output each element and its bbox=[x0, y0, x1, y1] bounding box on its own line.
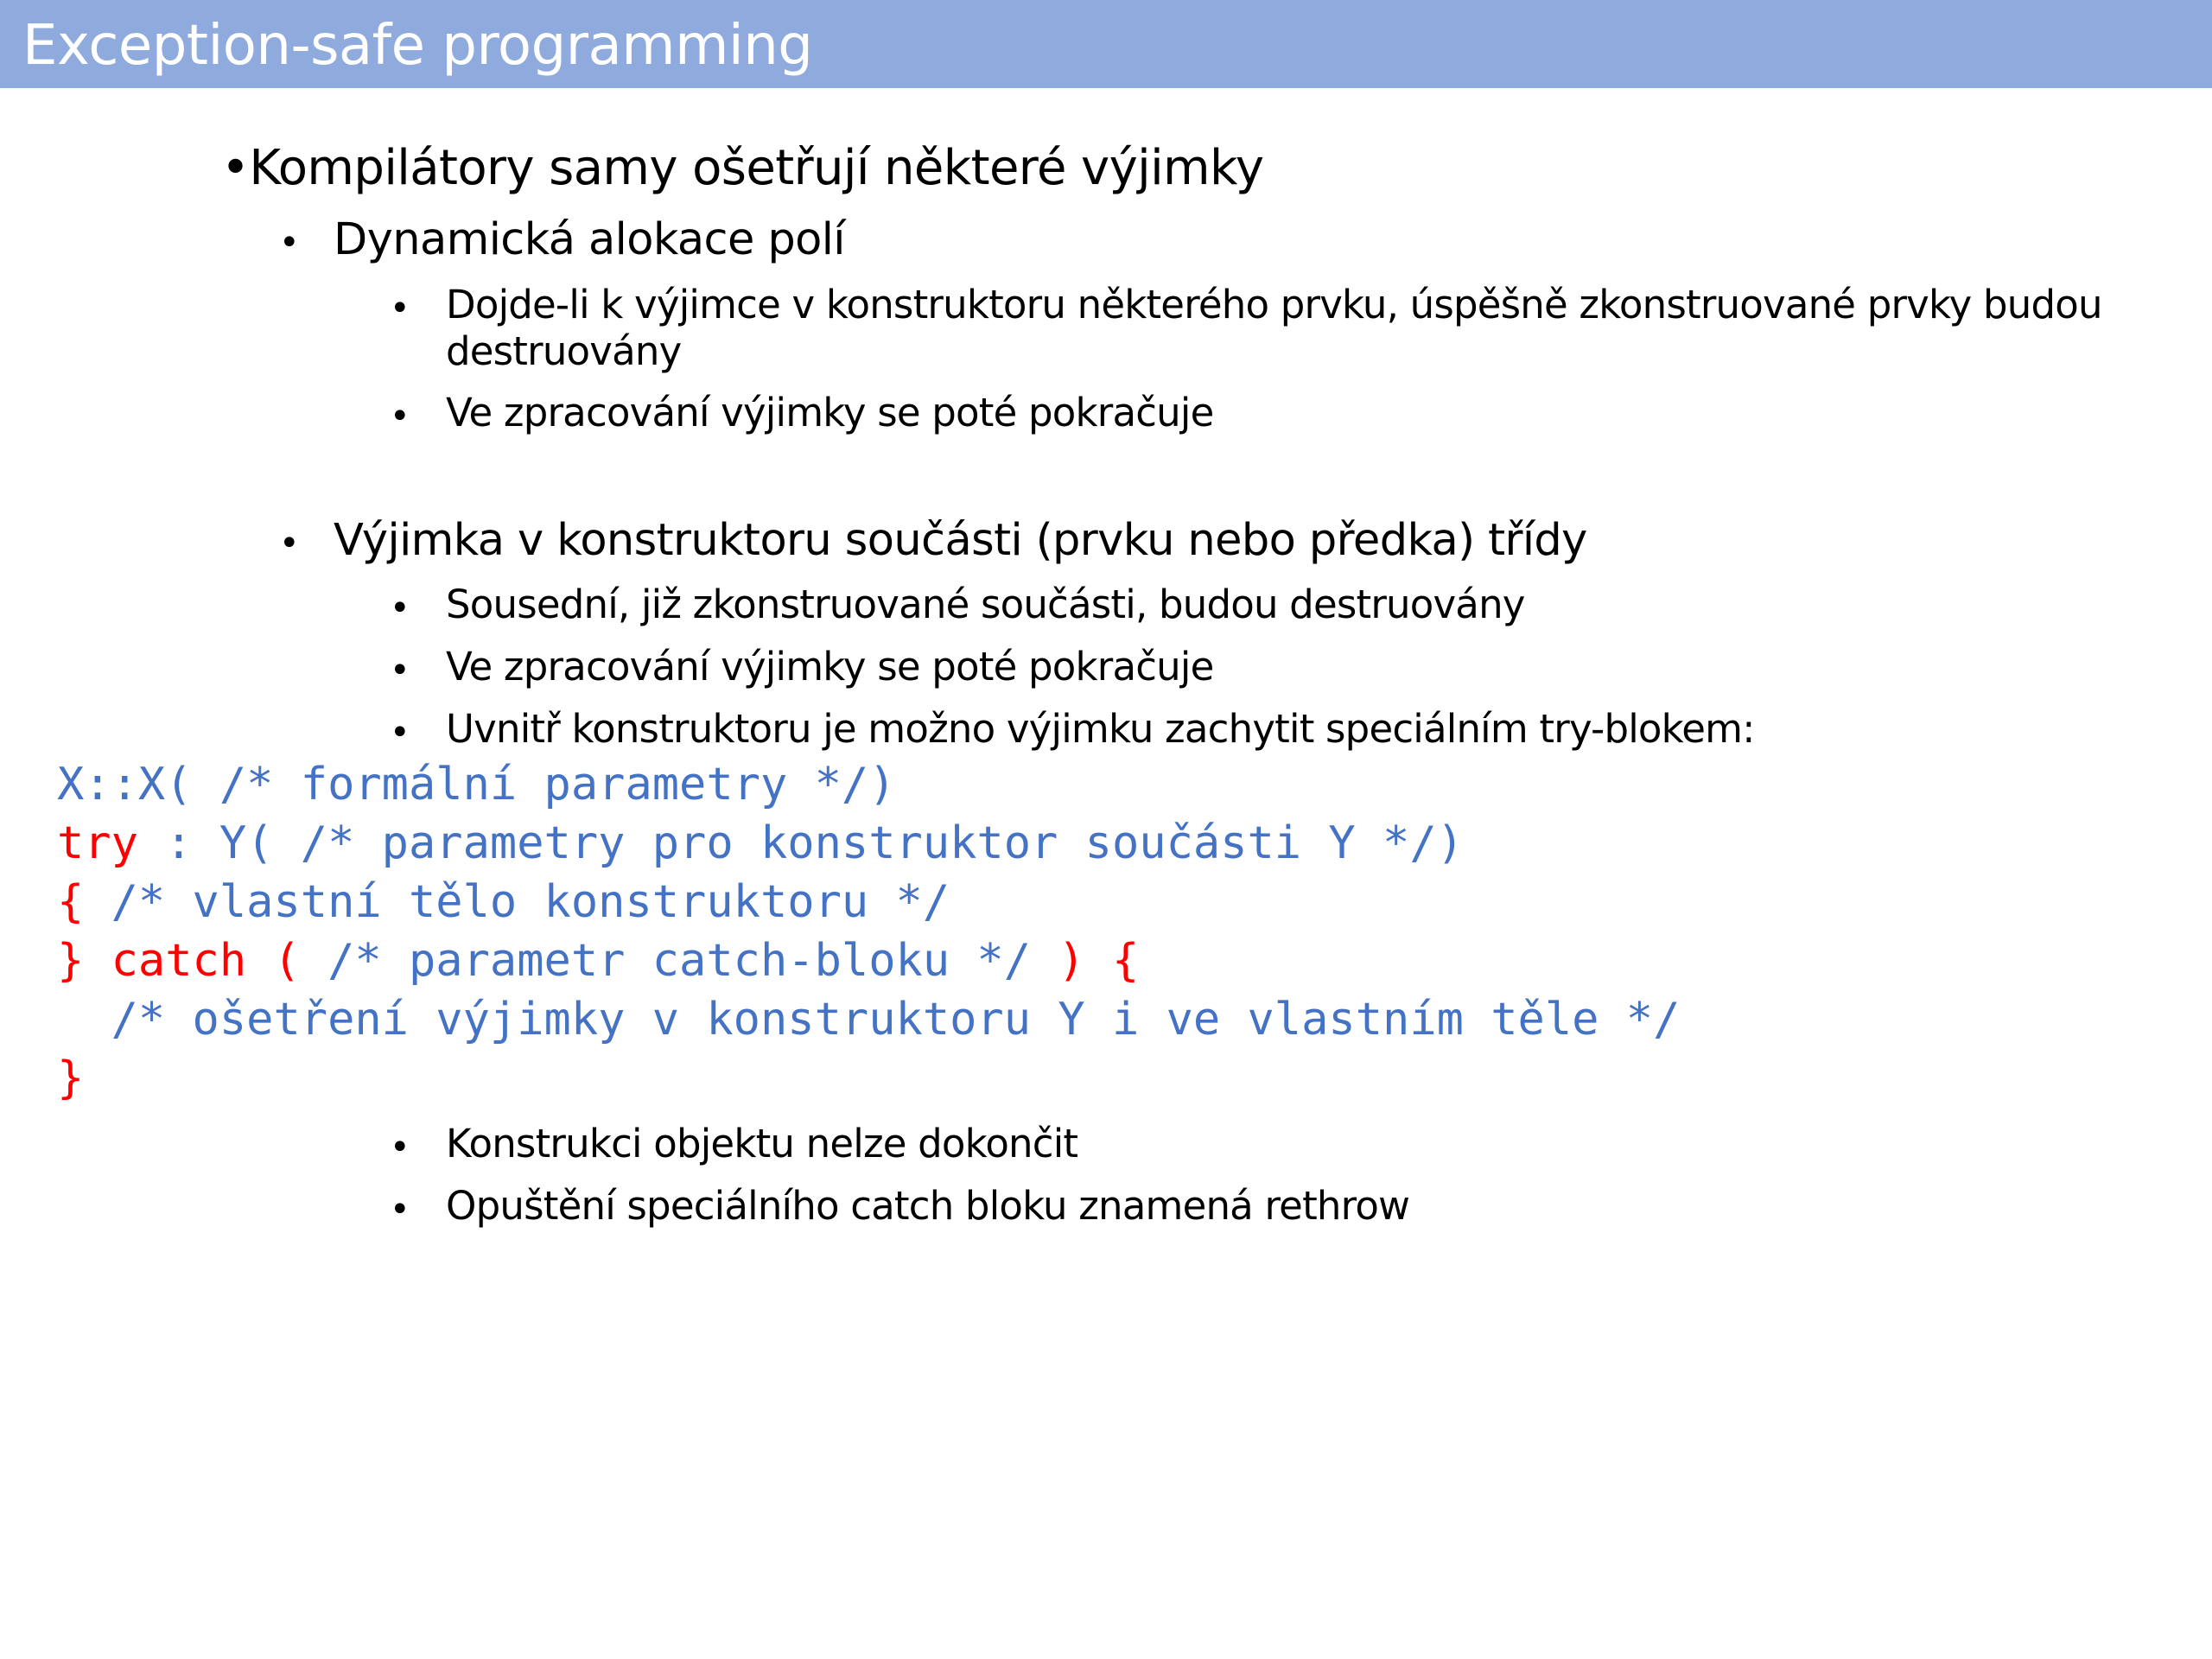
code-line-2 bbox=[57, 814, 1464, 873]
code-keyword: { bbox=[57, 876, 85, 928]
bullet-icon: • bbox=[390, 1128, 410, 1167]
bullet-icon: • bbox=[390, 1190, 410, 1230]
code-text: : Y( /* parametry pro konstruktor součásti Y */) bbox=[137, 817, 1464, 869]
after-code-item-2: Opuštění speciálního catch bloku znamená rethrow bbox=[446, 1183, 1410, 1229]
section1-item-2: Ve zpracování výjimky se poté pokračuje bbox=[446, 390, 1214, 435]
code-keyword: try bbox=[57, 817, 138, 869]
section1-label: Dynamická alokace polí bbox=[334, 214, 845, 265]
bullet-icon: • bbox=[390, 588, 410, 628]
code-keyword: } bbox=[57, 1052, 85, 1104]
section1-item-1-cont: destruovány bbox=[446, 328, 682, 374]
section2-item-2: Ve zpracování výjimky se poté pokračuje bbox=[446, 644, 1214, 690]
section2-label: Výjimka v konstruktoru součásti (prvku nebo předka) třídy bbox=[334, 515, 1587, 566]
code-text: /* ošetření výjimky v konstruktoru Y i ve vlastním těle */ bbox=[57, 994, 1681, 1046]
bullet-icon: • bbox=[390, 713, 410, 753]
code-text: /* parametr catch-bloku */ bbox=[300, 935, 1058, 987]
code-line-3 bbox=[57, 873, 950, 931]
code-text: /* vlastní tělo konstruktoru */ bbox=[84, 876, 950, 928]
code-line-1 bbox=[57, 755, 896, 814]
title-bar bbox=[0, 0, 2212, 88]
section1-item-1: Dojde-li k výjimce v konstruktoru některého prvku, úspěšně zkonstruované prvky budou bbox=[446, 282, 2102, 327]
bullet-icon: • bbox=[279, 223, 300, 263]
bullet-icon: • bbox=[390, 651, 410, 690]
bullet-icon: • bbox=[279, 524, 300, 563]
section2-item-3: Uvnitř konstruktoru je možno výjimku zachytit speciálním try-blokem: bbox=[446, 706, 1755, 752]
bullet-icon: • bbox=[390, 289, 410, 328]
section2-item-1: Sousední, již zkonstruované součásti, budou destruovány bbox=[446, 582, 1525, 627]
code-line-6 bbox=[57, 1049, 84, 1108]
code-keyword: } catch ( bbox=[57, 935, 301, 987]
code-keyword: ) { bbox=[1058, 935, 1140, 987]
after-code-item-1: Konstrukci objektu nelze dokončit bbox=[446, 1121, 1078, 1166]
bullet-icon: • bbox=[390, 397, 410, 436]
code-line-4 bbox=[57, 931, 1139, 990]
code-line-5 bbox=[57, 990, 1680, 1049]
main-heading: •Kompilátory samy ošetřují některé výjimky bbox=[221, 140, 1264, 196]
slide-title: Exception-safe programming bbox=[22, 14, 813, 78]
code-text: X::X( /* formální parametry */) bbox=[57, 759, 896, 810]
